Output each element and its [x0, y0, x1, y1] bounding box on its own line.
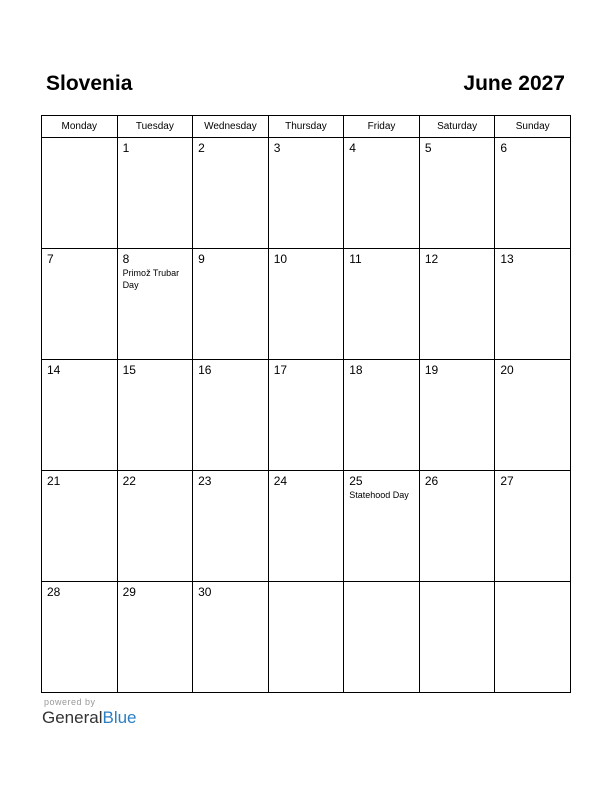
day-number: 18 [349, 363, 363, 377]
brand-blue-text: Blue [102, 708, 137, 727]
day-number: 11 [349, 252, 362, 266]
day-cell [42, 138, 118, 249]
day-number [42, 138, 117, 141]
holiday-label: Primož Trubar Day [122, 268, 180, 290]
day-number: 9 [198, 252, 205, 266]
weekday-sunday: Sunday [495, 116, 571, 138]
day-cell [419, 249, 495, 360]
day-number: 29 [122, 585, 136, 599]
day-number: 6 [500, 141, 508, 155]
generalblue-logo [42, 708, 137, 728]
day-number: 14 [47, 363, 61, 377]
footer-branding [42, 697, 137, 728]
day-number: 24 [273, 474, 288, 488]
day-number: 23 [198, 474, 212, 488]
day-number: 15 [122, 363, 136, 377]
day-number [495, 582, 570, 585]
weekday-tuesday: Tuesday [117, 116, 193, 138]
day-cell [193, 138, 269, 249]
day-cell [419, 360, 495, 471]
day-cell [344, 582, 420, 693]
weekday-saturday: Saturday [419, 116, 495, 138]
calendar-title-month: June 2027 [463, 72, 565, 95]
day-cell [344, 138, 420, 249]
day-number: 2 [198, 141, 205, 155]
weekday-monday: Monday [42, 116, 118, 138]
day-cell [495, 582, 571, 693]
day-cell [344, 249, 420, 360]
week-row [42, 249, 571, 360]
day-number: 12 [424, 252, 439, 266]
day-number: 10 [273, 252, 288, 266]
day-number: 17 [273, 363, 288, 377]
day-number: 22 [122, 474, 136, 488]
day-number: 5 [424, 141, 432, 155]
day-number: 1 [122, 141, 130, 155]
weekday-wednesday: Wednesday [193, 116, 269, 138]
week-row [42, 582, 571, 693]
day-number [269, 582, 344, 585]
day-number: 16 [198, 363, 212, 377]
day-cell [42, 249, 118, 360]
day-cell [268, 471, 344, 582]
day-cell [117, 582, 193, 693]
day-cell [117, 249, 193, 360]
day-cell [419, 138, 495, 249]
calendar-grid [41, 115, 571, 693]
day-cell [42, 360, 118, 471]
day-cell [419, 471, 495, 582]
day-cell [117, 360, 193, 471]
powered-by-text: powered by [44, 697, 96, 707]
day-cell [344, 360, 420, 471]
day-number: 4 [349, 141, 356, 155]
day-cell [193, 360, 269, 471]
week-row [42, 471, 571, 582]
day-cell [193, 582, 269, 693]
day-number: 21 [47, 474, 61, 488]
day-cell [42, 582, 118, 693]
day-number: 28 [47, 585, 61, 599]
day-cell [268, 360, 344, 471]
day-cell [117, 471, 193, 582]
brand-general-text: General [42, 708, 103, 727]
weekday-thursday: Thursday [268, 116, 344, 138]
day-number: 26 [424, 474, 439, 488]
day-number: 7 [47, 252, 54, 266]
day-number [344, 582, 419, 585]
day-cell [42, 471, 118, 582]
weekday-header-row [42, 116, 571, 138]
day-cell [268, 582, 344, 693]
day-number: 20 [500, 363, 514, 377]
calendar-title-country: Slovenia [46, 72, 133, 95]
day-cell [495, 138, 571, 249]
day-number: 27 [500, 474, 514, 488]
day-cell [495, 360, 571, 471]
day-cell [495, 249, 571, 360]
day-number: 13 [500, 252, 514, 266]
day-cell [344, 471, 420, 582]
week-row [42, 138, 571, 249]
day-cell [193, 471, 269, 582]
day-number: 8 [122, 252, 130, 266]
day-cell [268, 249, 344, 360]
day-number: 25 [349, 474, 363, 488]
week-row [42, 360, 571, 471]
day-number: 30 [198, 585, 212, 599]
day-number [420, 582, 495, 585]
holiday-label: Statehood Day [349, 490, 409, 500]
day-number: 19 [424, 363, 439, 377]
day-cell [117, 138, 193, 249]
day-number: 3 [273, 141, 281, 155]
day-cell [193, 249, 269, 360]
day-cell [419, 582, 495, 693]
day-cell [268, 138, 344, 249]
weekday-friday: Friday [344, 116, 420, 138]
day-cell [495, 471, 571, 582]
